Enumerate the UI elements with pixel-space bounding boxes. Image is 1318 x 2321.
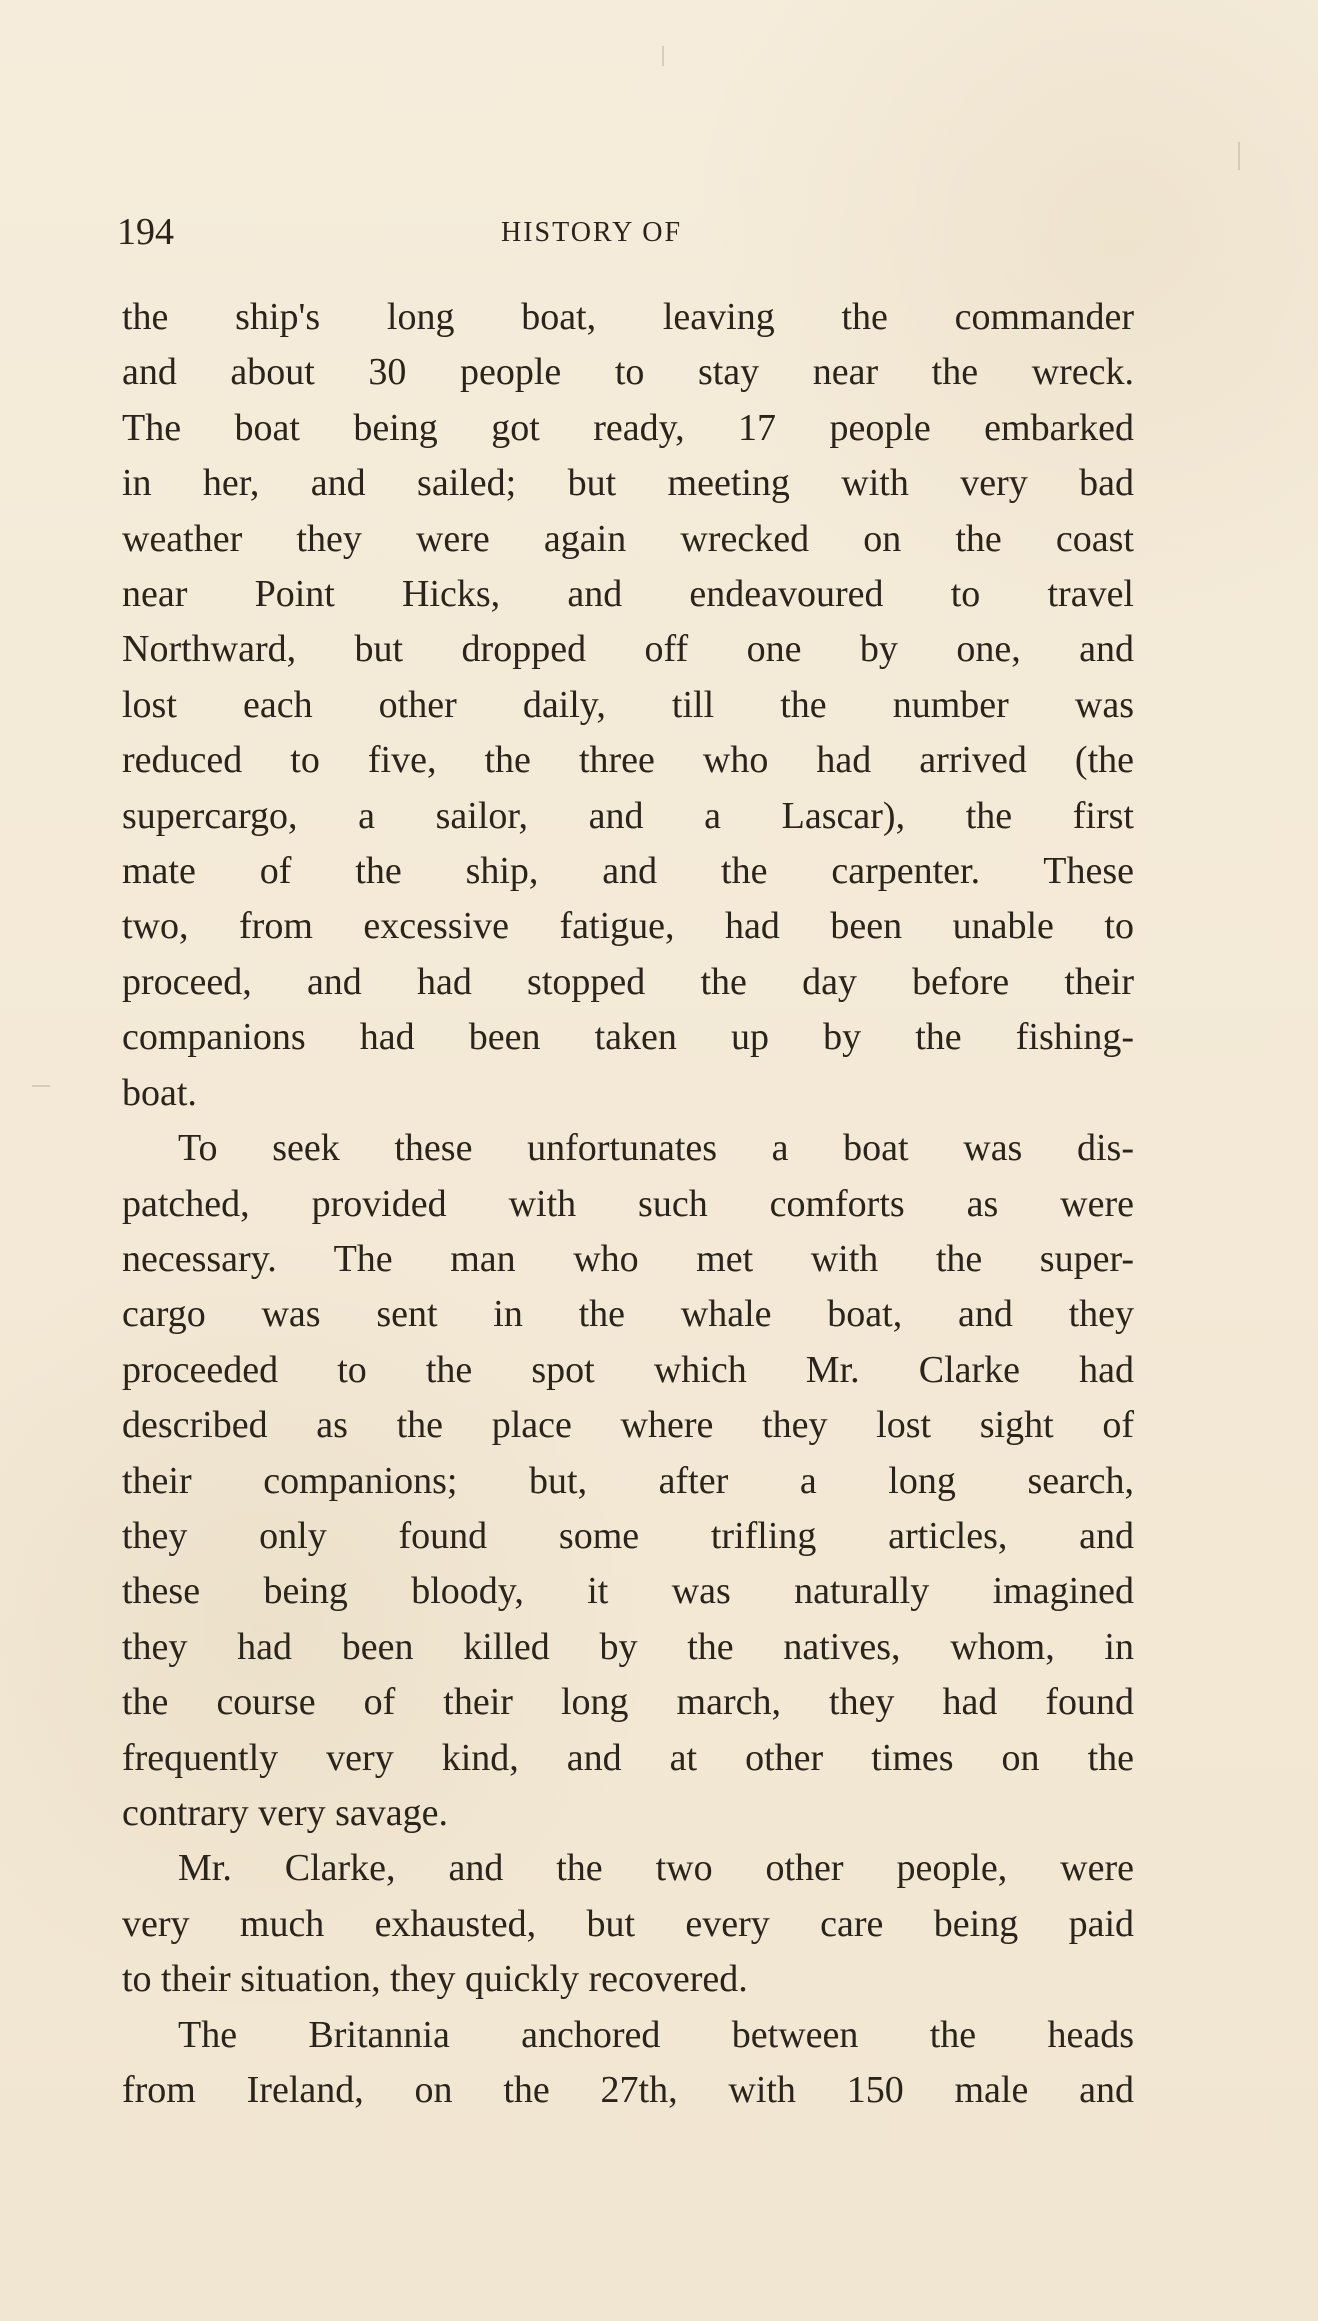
text-line: To seek these unfortunates a boat was dis- [178, 1127, 1134, 1170]
text-line: they had been killed by the natives, whom, in [122, 1625, 1134, 1668]
paragraph-3 [122, 1841, 1134, 2007]
running-title: HISTORY OF [501, 217, 683, 248]
text-line: the ship's long boat, leaving the commander [122, 296, 1134, 338]
text-line: supercargo, a sailor, and a Lascar), the first [122, 794, 1134, 837]
text-line: in her, and sailed; but meeting with very bad [122, 462, 1134, 505]
text-line: two, from excessive fatigue, had been unable to [122, 905, 1134, 948]
text-line: proceeded to the spot which Mr. Clarke had [122, 1348, 1134, 1391]
paragraph-4 [122, 2008, 1134, 2119]
text-line: their companions; but, after a long search, [122, 1459, 1134, 1502]
scan-mark-right [1238, 142, 1240, 170]
text-line: The boat being got ready, 17 people embarked [122, 406, 1134, 449]
text-line: boat. [122, 1071, 197, 1114]
text-line: very much exhausted, but every care being paid [122, 1902, 1134, 1945]
text-line: from Ireland, on the 27th, with 150 male and [122, 2069, 1134, 2111]
page-number: 194 [117, 211, 174, 253]
text-line: lost each other daily, till the number was [122, 683, 1134, 726]
text-line: necessary. The man who met with the super- [122, 1237, 1134, 1280]
text-line: frequently very kind, and at other times on the [122, 1736, 1134, 1779]
text-line: Mr. Clarke, and the two other people, were [178, 1847, 1134, 1890]
text-line: they only found some trifling articles, and [122, 1514, 1134, 1557]
text-line: patched, provided with such comforts as were [122, 1182, 1134, 1225]
text-line: Northward, but dropped off one by one, and [122, 628, 1134, 671]
text-line: The Britannia anchored between the heads [178, 2013, 1134, 2056]
paragraph-1 [122, 290, 1134, 1121]
text-line: proceed, and had stopped the day before their [122, 960, 1134, 1003]
text-line: these being bloody, it was naturally imagined [122, 1570, 1134, 1613]
body-text [122, 290, 1134, 2118]
text-line: weather they were again wrecked on the coast [122, 517, 1134, 560]
text-line: the course of their long march, they had found [122, 1681, 1134, 1724]
text-line: and about 30 people to stay near the wreck. [122, 351, 1134, 394]
text-line: near Point Hicks, and endeavoured to travel [122, 573, 1134, 616]
scan-mark-top [662, 46, 664, 66]
text-line: described as the place where they lost sight of [122, 1404, 1134, 1447]
text-line: companions had been taken up by the fishing- [122, 1016, 1134, 1059]
paragraph-2 [122, 1121, 1134, 1841]
page-header [117, 213, 1207, 255]
text-line: contrary very savage. [122, 1791, 449, 1834]
text-line: mate of the ship, and the carpenter. These [122, 850, 1134, 893]
scan-mark-left [32, 1085, 50, 1087]
text-line: cargo was sent in the whale boat, and they [122, 1293, 1134, 1336]
text-line: reduced to five, the three who had arrived (the [122, 739, 1134, 782]
text-line: to their situation, they quickly recovered. [122, 1958, 748, 2001]
